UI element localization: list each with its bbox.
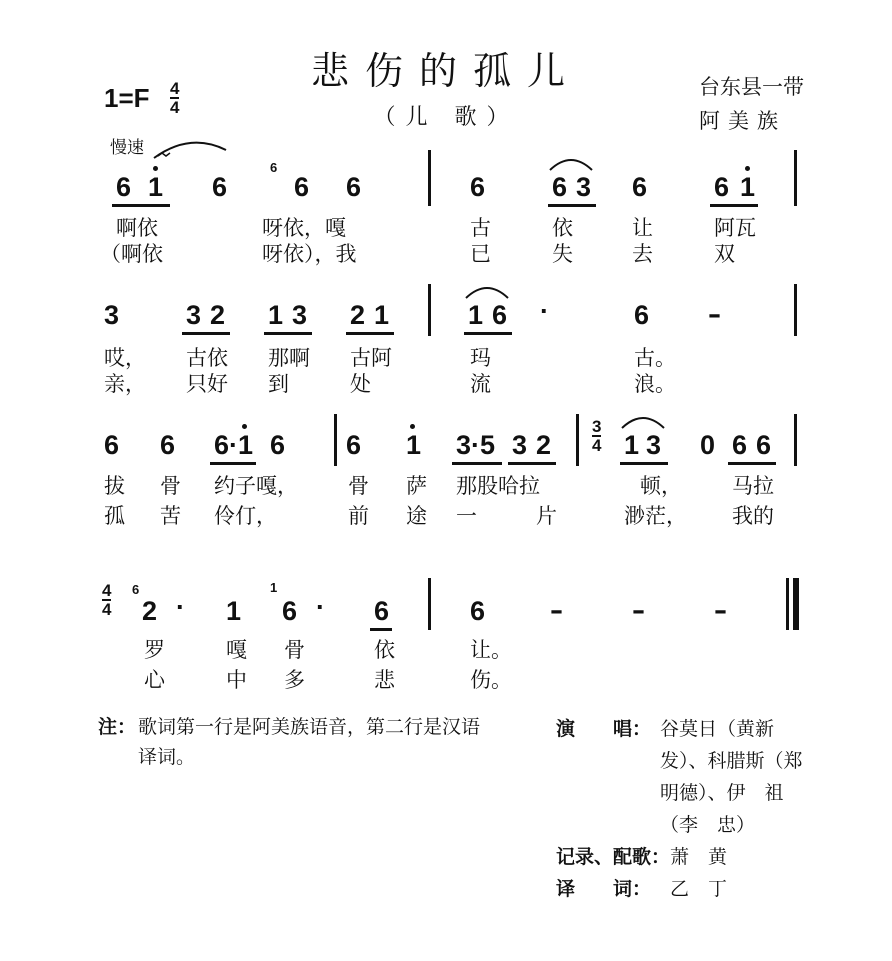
dotted-note-dot: · [540, 296, 549, 326]
time-signature-change [102, 582, 111, 618]
lyric: 啊依 [116, 216, 158, 240]
dotted-note-dot: · [176, 592, 185, 622]
lyric: 伤。 [470, 668, 512, 692]
bar-line [794, 414, 797, 466]
lyric: 片 [536, 504, 557, 528]
lyric: 呀依，嘎 [262, 216, 346, 240]
beam-line [370, 628, 392, 631]
time-signature-numerator: 4 [170, 79, 180, 98]
grace-note: 6 [132, 582, 140, 597]
note: 6 [346, 172, 362, 202]
note: 1 [740, 172, 756, 202]
lyric: 去 [632, 242, 653, 266]
lyric: 古阿 [350, 346, 392, 370]
grace-note: 6 [270, 160, 278, 175]
beam-line [508, 462, 556, 465]
lyric: 到 [268, 372, 289, 396]
high-octave-dot [153, 166, 158, 171]
lyric: 我的 [732, 504, 774, 528]
lyric: （啊依 [100, 242, 163, 266]
bar-line [794, 150, 797, 206]
lyric: 依 [374, 638, 395, 662]
note: 3 [186, 300, 202, 330]
lyric: 渺茫， [624, 504, 687, 528]
key-label: 1=F [104, 83, 150, 113]
lyric: 玛 [470, 346, 491, 370]
lyric: 骨 [348, 474, 369, 498]
grace-note: 1 [270, 580, 278, 595]
beam-line [548, 204, 596, 207]
note: 1 [226, 596, 242, 626]
note: 1 [148, 172, 164, 202]
note: 6 [270, 430, 286, 460]
note: 6 [732, 430, 748, 460]
note: 6 [552, 172, 568, 202]
note: 6 [374, 596, 390, 626]
slur-tie [618, 410, 668, 430]
note: 3 [512, 430, 528, 460]
singer-label: 演 唱： [556, 718, 652, 740]
lyric: 嘎 [226, 638, 247, 662]
note: 1 [624, 430, 640, 460]
note: 6 [294, 172, 310, 202]
note: 6 [116, 172, 132, 202]
note: 0 [700, 430, 716, 460]
lyric: 途 [406, 504, 427, 528]
time-signature-denominator: 4 [592, 436, 602, 455]
lyric: 失 [552, 242, 573, 266]
high-octave-dot [745, 166, 750, 171]
lyric: 罗 [144, 638, 165, 662]
bar-line [334, 414, 337, 466]
note: 6 [632, 172, 648, 202]
lyric: 处 [350, 372, 371, 396]
beam-line [210, 462, 256, 465]
note: 3·5 [456, 430, 496, 460]
footnote-label: 注： [98, 716, 137, 738]
lyric: 流 [470, 372, 491, 396]
lyric: 哎， [104, 346, 146, 370]
lyric: 古 [470, 216, 491, 240]
note: 6·1 [214, 430, 254, 460]
lyric: 苦 [160, 504, 181, 528]
note: 6 [756, 430, 772, 460]
time-signature-numerator: 4 [102, 581, 112, 600]
lyric: 古。 [634, 346, 676, 370]
note: 3 [576, 172, 592, 202]
lyric: 古依 [186, 346, 228, 370]
lyric: 骨 [284, 638, 305, 662]
note: 6 [634, 300, 650, 330]
lyric: 拔 [104, 474, 125, 498]
note: 6 [470, 596, 486, 626]
note: 3 [646, 430, 662, 460]
beam-line [710, 204, 758, 207]
note: 2 [350, 300, 366, 330]
slur-tie [546, 152, 596, 172]
time-signature-numerator: 3 [592, 417, 602, 436]
beam-line [620, 462, 668, 465]
lyric: 一 [456, 504, 477, 528]
note: 6 [492, 300, 508, 330]
note: 6 [160, 430, 176, 460]
note: 6 [212, 172, 228, 202]
lyric: 中 [226, 668, 247, 692]
time-signature-denominator: 4 [170, 98, 180, 117]
time-signature-denominator: 4 [102, 600, 112, 619]
note: 6 [282, 596, 298, 626]
key-signature [104, 83, 150, 114]
singer-line: 发）、科腊斯（郑 [660, 750, 803, 772]
note: 2 [536, 430, 552, 460]
beam-line [452, 462, 502, 465]
note: 6 [346, 430, 362, 460]
slur-tie [150, 136, 230, 168]
footnote-text-line2: 译词。 [138, 746, 196, 768]
lyric: 孤 [104, 504, 125, 528]
dotted-note-dot: · [316, 592, 325, 622]
song-title: 悲伤的孤儿 [310, 49, 581, 93]
note: 1 [406, 430, 422, 460]
note: 3 [292, 300, 308, 330]
record-value: 萧 黄 [670, 846, 728, 868]
bar-line [576, 414, 579, 466]
note: 6 [470, 172, 486, 202]
song-origin [699, 70, 804, 138]
note: 1 [468, 300, 484, 330]
note-dash: – [632, 596, 645, 626]
lyric: 呀依），我 [262, 242, 357, 266]
lyric: 多 [284, 668, 305, 692]
lyric: 顿， [640, 474, 682, 498]
beam-line [728, 462, 776, 465]
lyric: 已 [470, 242, 491, 266]
translator-label: 译 词： [556, 878, 652, 900]
bar-line [428, 284, 431, 336]
final-bar-line-thick [793, 578, 799, 630]
lyric: 骨 [160, 474, 181, 498]
time-signature-change [592, 418, 601, 454]
origin-ethnic-group: 阿美族 [699, 109, 786, 133]
lyric: 萨 [406, 474, 427, 498]
note: 2 [210, 300, 226, 330]
beam-line [464, 332, 512, 335]
lyric: 心 [144, 668, 165, 692]
lyric: 伶仃， [214, 504, 277, 528]
slur-tie [462, 280, 512, 300]
note: 1 [374, 300, 390, 330]
lyric: 那啊 [268, 346, 310, 370]
beam-line [182, 332, 230, 335]
bar-line [428, 578, 431, 630]
high-octave-dot [242, 424, 247, 429]
singer-line: 明德）、伊 祖 [660, 782, 784, 804]
lyric: 只好 [186, 372, 228, 396]
note: 6 [104, 430, 120, 460]
record-label: 记录、配歌： [556, 846, 671, 868]
note-dash: – [550, 596, 563, 626]
lyric: 阿瓦 [714, 216, 756, 240]
footnote-text-line1: 歌词第一行是阿美族语音，第二行是汉语 [138, 716, 481, 738]
lyric: 让 [632, 216, 653, 240]
lyric: 亲， [104, 372, 146, 396]
lyric: 依 [552, 216, 573, 240]
lyric: 那股哈拉 [456, 474, 540, 498]
beam-line [346, 332, 394, 335]
lyric: 浪。 [634, 372, 676, 396]
translator-value: 乙 丁 [670, 878, 728, 900]
beam-line [112, 204, 170, 207]
origin-region: 台东县一带 [699, 75, 804, 99]
bar-line [794, 284, 797, 336]
lyric: 双 [714, 242, 735, 266]
tempo-marking: 慢速 [110, 138, 144, 158]
note-dash: – [714, 596, 727, 626]
lyric: 约子嘎， [214, 474, 298, 498]
final-bar-line-thin [786, 578, 789, 630]
lyric: 悲 [374, 668, 395, 692]
note: 6 [714, 172, 730, 202]
singer-line: 谷莫日（黄新 [660, 718, 775, 740]
time-signature [170, 80, 179, 116]
lyric: 让。 [470, 638, 512, 662]
note: 3 [104, 300, 120, 330]
song-subtitle: （儿 歌） [373, 105, 519, 130]
singer-line: （李 忠） [660, 814, 756, 836]
beam-line [264, 332, 312, 335]
lyric: 马拉 [732, 474, 774, 498]
lyric: 前 [348, 504, 369, 528]
note-dash: – [708, 300, 721, 330]
note: 2 [142, 596, 158, 626]
bar-line [428, 150, 431, 206]
note: 1 [268, 300, 284, 330]
high-octave-dot [410, 424, 415, 429]
